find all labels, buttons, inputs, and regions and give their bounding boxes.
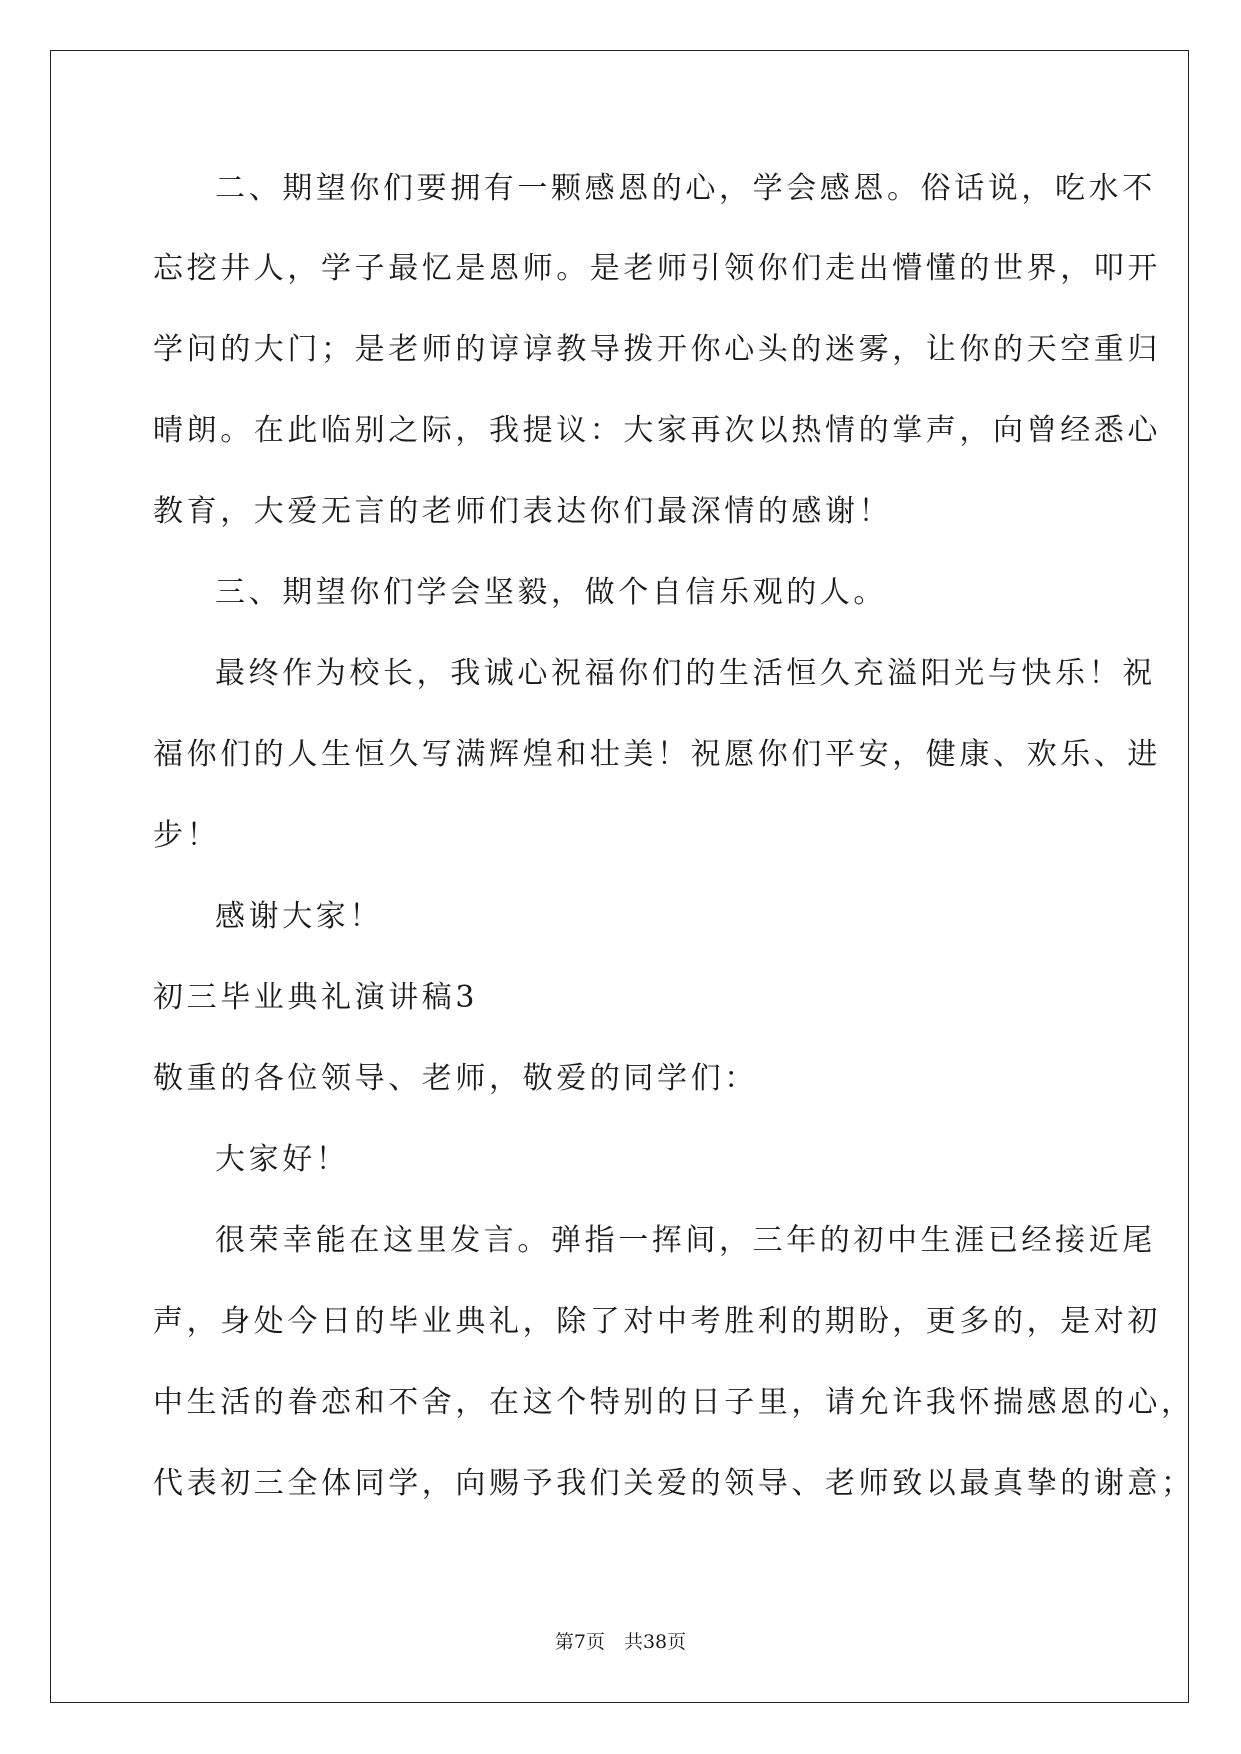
paragraph-line: 中生活的眷恋和不舍，在这个特别的日子里，请允许我怀揣感恩的心，	[153, 1385, 1195, 1420]
paragraph-line: 声，身处今日的毕业典礼，除了对中考胜利的期盼，更多的，是对初	[153, 1304, 1161, 1339]
paragraph-line: 三、期望你们学会坚毅，做个自信乐观的人。	[215, 575, 887, 610]
paragraph-line: 最终作为校长，我诚心祝福你们的生活恒久充溢阳光与快乐！祝	[215, 656, 1156, 691]
paragraph-line: 晴朗。在此临别之际，我提议：大家再次以热情的掌声，向曾经悉心	[153, 413, 1161, 448]
greeting: 大家好！	[215, 1142, 350, 1177]
paragraph-line: 教育，大爱无言的老师们表达你们最深情的感谢！	[153, 494, 893, 529]
paragraph-line: 步！	[153, 818, 221, 853]
paragraph-line: 很荣幸能在这里发言。弹指一挥间，三年的初中生涯已经接近尾	[215, 1223, 1156, 1258]
paragraph-line: 忘挖井人，学子最忆是恩师。是老师引领你们走出懵懂的世界，叩开	[153, 251, 1161, 286]
paragraph-line: 代表初三全体同学，向赐予我们关爱的领导、老师致以最真挚的谢意；	[153, 1466, 1195, 1501]
paragraph-line: 二、期望你们要拥有一颗感恩的心，学会感恩。俗话说，吃水不	[215, 171, 1156, 206]
paragraph-line: 福你们的人生恒久写满辉煌和壮美！祝愿你们平安，健康、欢乐、进	[153, 737, 1161, 772]
paragraph-line: 学问的大门；是老师的谆谆教导拨开你心头的迷雾，让你的天空重归	[153, 332, 1161, 367]
paragraph-line: 感谢大家！	[215, 899, 383, 934]
section-heading: 初三毕业典礼演讲稿3	[153, 980, 479, 1015]
salutation: 敬重的各位领导、老师，敬爱的同学们：	[153, 1061, 758, 1096]
page-footer: 第7页 共38页	[554, 1631, 687, 1653]
page-border	[50, 50, 1189, 1703]
